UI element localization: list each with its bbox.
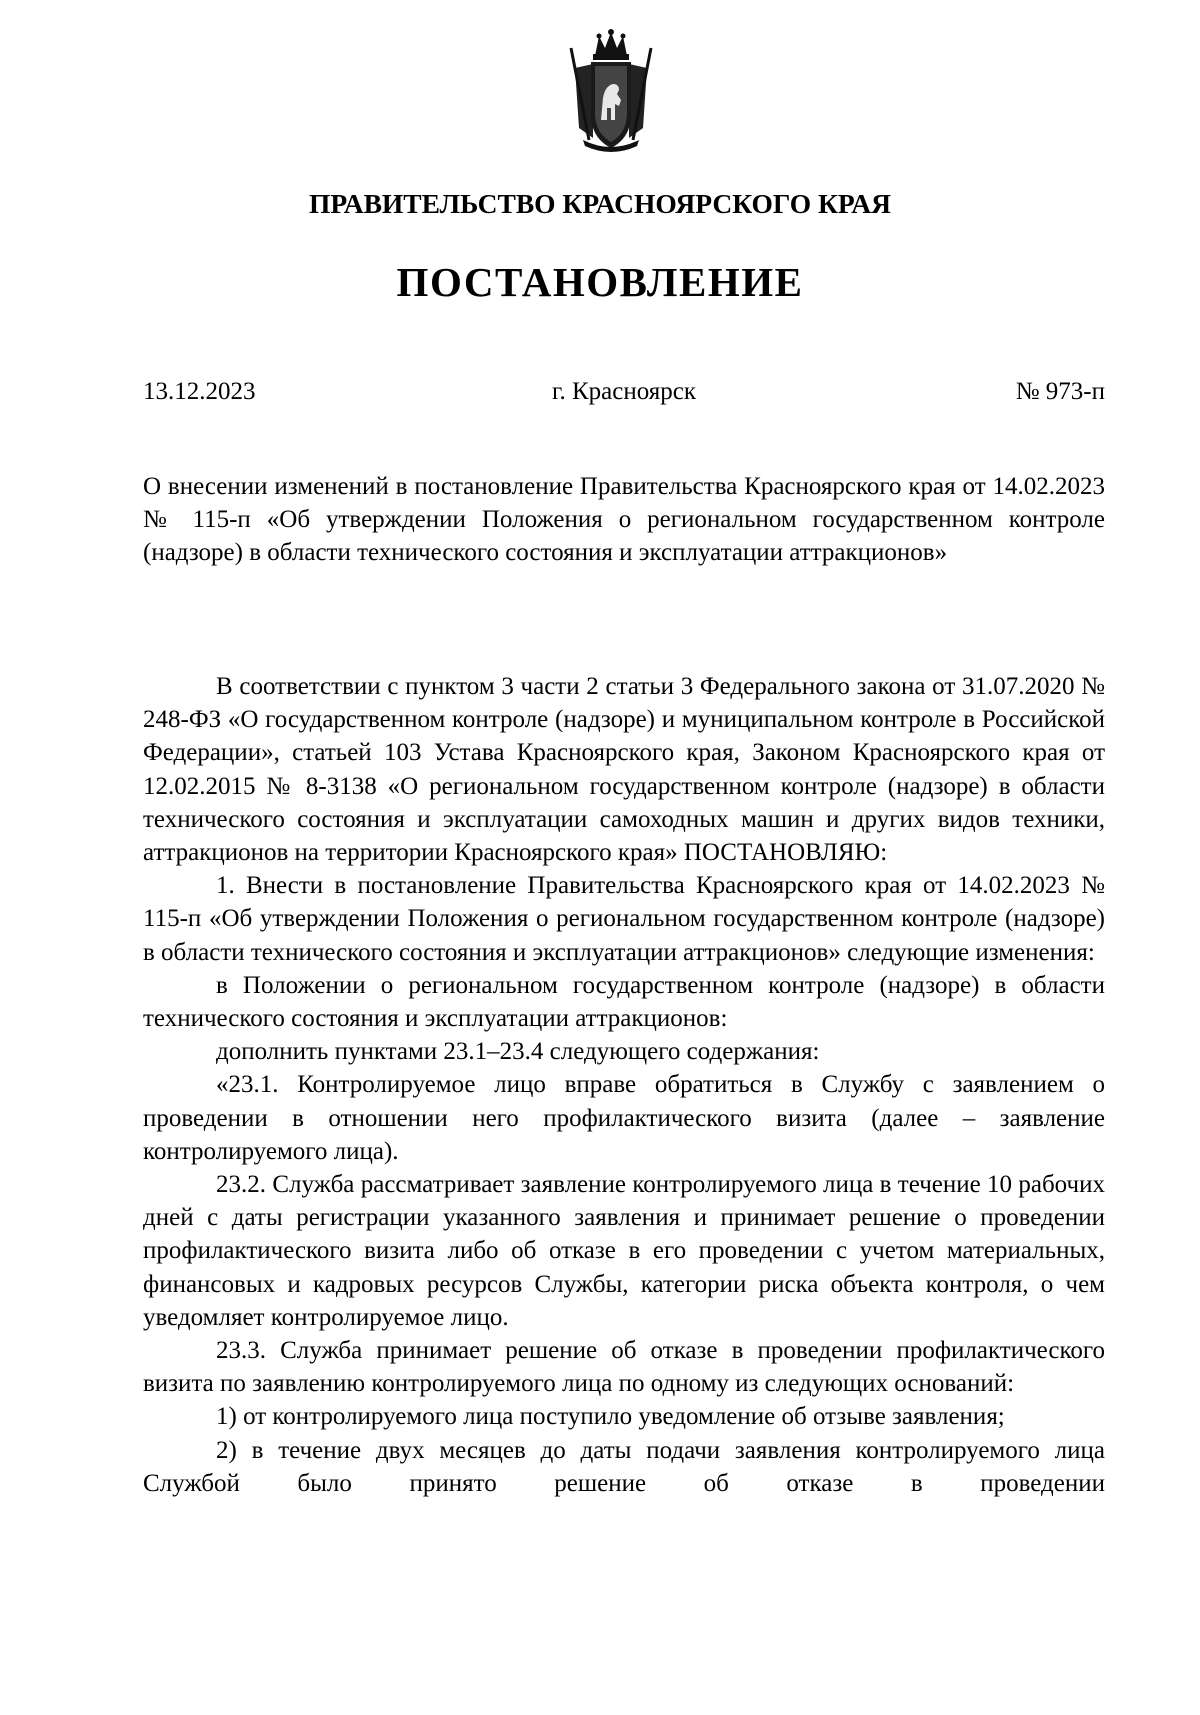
paragraph-supplement: дополнить пунктами 23.1–23.4 следующего содержания: [216, 1038, 820, 1066]
document-city: г. Красноярск [552, 378, 696, 405]
organization-name: ПРАВИТЕЛЬСТВО КРАСНОЯРСКОГО КРАЯ [309, 188, 891, 219]
document-body [143, 670, 1105, 1500]
paragraph-23-1: «23.1. Контролируемое лицо вправе обратиться в Службу с заявлением о проведении в отношении него профилактического визита (далее – заявление контролируемого лица). [143, 1071, 1105, 1165]
krasnoyarsk-coat-of-arms-icon [565, 28, 657, 156]
paragraph-regulation: в Положении о региональном государственном контроле (надзоре) в области технического состояния и эксплуатации аттракционов: [143, 971, 1105, 1033]
document-number: № 973-п [1015, 378, 1105, 405]
paragraph-preamble: В соответствии с пунктом 3 части 2 статьи 3 Федерального закона от 31.07.2020 № 248-ФЗ «О государственном контроле (надзоре) и муниципальном контроле в Российской Федерации», статьей 103 Устава Красноярского края, Законом Красноярского края от 12.02.2015 № 8-3138 «О региональном государственном контроле (надзоре) в области технического состояния и эксплуатации самоходных машин и других видов техники, аттракционов на территории Красноярского края» ПОСТАНОВЛЯЮ: [143, 673, 1105, 867]
document-meta [143, 378, 1105, 412]
paragraph-ground-2: 2) в течение двух месяцев до даты подачи заявления контролируемого лица Службой было принято решение об отказе в проведении [143, 1436, 1105, 1497]
paragraph-item-1: 1. Внести в постановление Правительства Красноярского края от 14.02.2023 № 115-п «Об утверждении Положения о региональном государственном контроле (надзоре) в области технического состояния и эксплуатации аттракционов» следующие изменения: [143, 872, 1105, 966]
document-title [143, 470, 1105, 569]
document-title-text: О внесении изменений в постановление Правительства Красноярского края от 14.02.2023 № 115-п «Об утверждении Положения о региональном государственном контроле (надзоре) в области технического состояния и эксплуатации аттракционов» [143, 473, 1105, 566]
paragraph-ground-1: 1) от контролируемого лица поступило уведомление об отзыве заявления; [216, 1403, 1005, 1431]
paragraph-23-2: 23.2. Служба рассматривает заявление контролируемого лица в течение 10 рабочих дней с даты регистрации указанного заявления и принимает решение о проведении профилактического визита либо об отказе в его проведении с учетом материальных, финансовых и кадровых ресурсов Службы, категории риска объекта контроля, о чем уведомляет контролируемое лицо. [143, 1171, 1105, 1331]
paragraph-23-3: 23.3. Служба принимает решение об отказе в проведении профилактического визита по заявлению контролируемого лица по одному из следующих оснований: [143, 1337, 1105, 1398]
document-type: ПОСТАНОВЛЕНИЕ [396, 259, 804, 305]
document-date: 13.12.2023 [143, 378, 256, 405]
